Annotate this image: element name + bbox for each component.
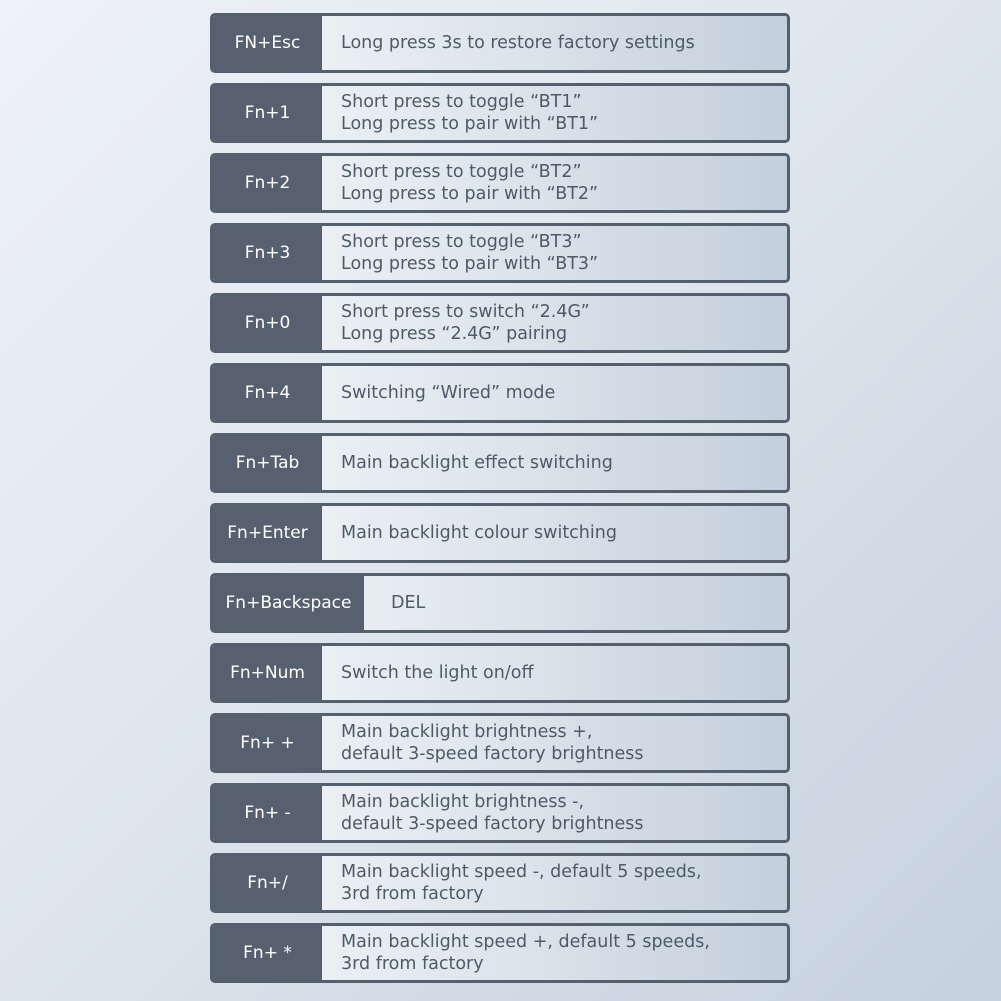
shortcut-row-fn-esc: [210, 13, 790, 73]
key-combo: Fn+ *: [213, 926, 322, 980]
description-line-1: Main backlight brightness -,: [341, 792, 585, 812]
shortcut-description: [322, 716, 787, 770]
shortcut-description: [322, 296, 787, 350]
description-line-1: Short press to toggle “BT3”: [341, 232, 582, 252]
key-combo: Fn+4: [213, 366, 322, 420]
shortcut-description: [322, 506, 787, 560]
description-line-2: Long press to pair with “BT3”: [341, 254, 599, 274]
description-line-2: Long press to pair with “BT2”: [341, 184, 599, 204]
description-line-1: Short press to toggle “BT2”: [341, 162, 582, 182]
shortcut-row-fn-4: [210, 363, 790, 423]
shortcut-row-fn-enter: [210, 503, 790, 563]
description-line-2: default 3-speed factory brightness: [341, 744, 644, 764]
description-line-2: Long press to pair with “BT1”: [341, 114, 599, 134]
description-line-1: Main backlight colour switching: [341, 523, 617, 543]
description-line-1: Main backlight speed -, default 5 speeds,: [341, 862, 702, 882]
shortcut-row-fn-backspace: [210, 573, 790, 633]
shortcut-row-fn-2: [210, 153, 790, 213]
shortcut-row-fn-3: [210, 223, 790, 283]
key-combo: Fn+2: [213, 156, 322, 210]
key-combo: FN+Esc: [213, 16, 322, 70]
shortcut-description: [322, 16, 787, 70]
description-line-2: default 3-speed factory brightness: [341, 814, 644, 834]
description-line-2: 3rd from factory: [341, 954, 484, 974]
shortcut-description: [322, 156, 787, 210]
shortcut-row-fn-tab: [210, 433, 790, 493]
shortcut-description: [322, 786, 787, 840]
key-combo: Fn+/: [213, 856, 322, 910]
shortcut-description: [364, 576, 787, 630]
shortcut-table: [210, 13, 790, 993]
shortcut-description: [322, 86, 787, 140]
description-line-1: Main backlight effect switching: [341, 453, 613, 473]
shortcut-description: [322, 856, 787, 910]
description-line-1: Short press to toggle “BT1”: [341, 92, 582, 112]
shortcut-description: [322, 226, 787, 280]
key-combo: Fn+1: [213, 86, 322, 140]
shortcut-row-fn-plus: [210, 713, 790, 773]
description-line-1: Long press 3s to restore factory settings: [341, 33, 695, 53]
shortcut-row-fn-asterisk: [210, 923, 790, 983]
description-line-1: Main backlight brightness +,: [341, 722, 593, 742]
shortcut-description: [322, 926, 787, 980]
description-line-2: 3rd from factory: [341, 884, 484, 904]
shortcut-row-fn-slash: [210, 853, 790, 913]
key-combo: Fn+Num: [213, 646, 322, 700]
key-combo: Fn+ +: [213, 716, 322, 770]
description-line-1: DEL: [391, 593, 426, 613]
description-line-1: Switching “Wired” mode: [341, 383, 556, 403]
shortcut-description: [322, 366, 787, 420]
shortcut-description: [322, 646, 787, 700]
key-combo: Fn+3: [213, 226, 322, 280]
key-combo: Fn+ -: [213, 786, 322, 840]
description-line-1: Switch the light on/off: [341, 663, 534, 683]
key-combo: Fn+Tab: [213, 436, 322, 490]
key-combo: Fn+Backspace: [213, 576, 364, 630]
key-combo: Fn+0: [213, 296, 322, 350]
shortcut-row-fn-num: [210, 643, 790, 703]
shortcut-row-fn-1: [210, 83, 790, 143]
key-combo: Fn+Enter: [213, 506, 322, 560]
shortcut-row-fn-minus: [210, 783, 790, 843]
description-line-2: Long press “2.4G” pairing: [341, 324, 568, 344]
shortcut-description: [322, 436, 787, 490]
description-line-1: Short press to switch “2.4G”: [341, 302, 590, 322]
description-line-1: Main backlight speed +, default 5 speeds,: [341, 932, 710, 952]
shortcut-row-fn-0: [210, 293, 790, 353]
